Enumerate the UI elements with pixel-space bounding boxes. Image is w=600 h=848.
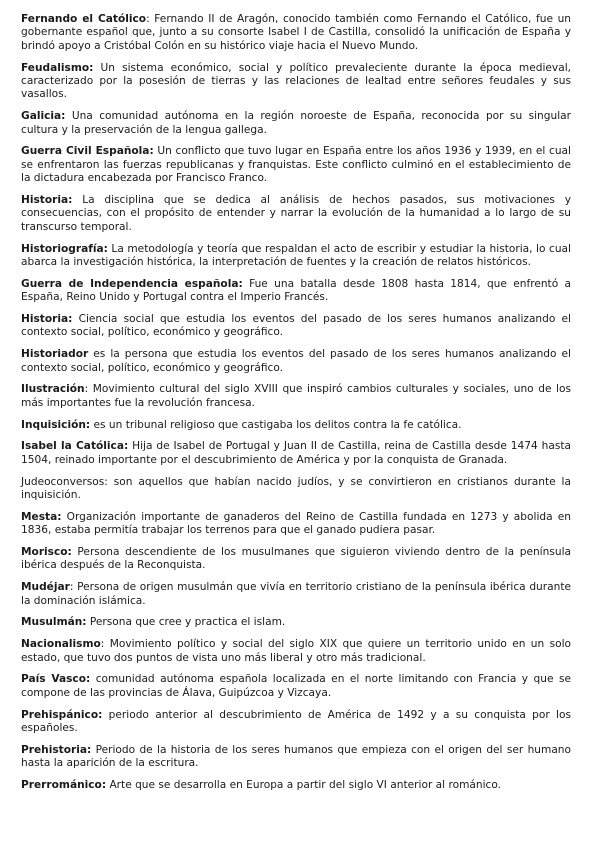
glossary-definition: La disciplina que se dedica al análisis de hechos pasados, sus motivaciones y consecuencias, con el propósito de entender y narrar la evolución de la humanidad a lo largo de su transcurso temporal. — [21, 194, 572, 233]
glossary-entry — [21, 779, 571, 792]
glossary-term: Prerrománico: — [21, 779, 107, 792]
glossary-entry — [21, 194, 571, 234]
term-separator — [72, 194, 82, 206]
glossary-term: Fernando el Católico — [21, 13, 147, 25]
glossary-definition: es un tribunal religioso que castigaba los delitos contra la fe católica. — [93, 418, 462, 431]
glossary-definition: Ciencia social que estudia los eventos del pasado de los seres humanos analizando el contexto social, político, económico y geográfico. — [21, 313, 571, 339]
term-separator: : — [84, 383, 93, 396]
glossary-term: Mesta: — [21, 510, 62, 523]
glossary-entry — [21, 744, 571, 771]
glossary-term: Nacionalismo — [21, 638, 101, 651]
glossary-term: Historia: — [21, 194, 73, 207]
glossary-term: Historiografía: — [21, 242, 108, 255]
glossary-definition: Persona que cree y practica el islam. — [89, 616, 286, 629]
glossary-definition: periodo anterior al descubrimiento de América de 1492 y a su conquista por los españoles. — [21, 708, 571, 735]
glossary-entry — [21, 383, 571, 410]
glossary-definition: es la persona que estudia los eventos del pasado de los seres humanos analizando el contexto social, político, económico y geográfico. — [21, 348, 571, 374]
glossary-term: Feudalismo: — [21, 61, 94, 74]
glossary-term: Inquisición: — [21, 418, 91, 431]
term-separator: : — [69, 581, 78, 594]
glossary-entry — [21, 313, 571, 340]
glossary-term: Galicia: — [21, 110, 66, 123]
glossary-entry — [21, 419, 571, 432]
glossary-definition: Un sistema económico, social y político prevaleciente durante la época medieval, caracterizado por la posesión de tierras y las relaciones de lealtad entre señores feudales y sus vasallos. — [21, 61, 572, 101]
glossary-definition: Movimiento político y social del siglo XIX que quiere un territorio unido en un solo estado, que tuvo dos puntos de vista uno más liberal y otro más tradicional. — [21, 638, 572, 664]
term-separator — [93, 62, 100, 74]
glossary-entry — [21, 13, 571, 53]
glossary-entry — [21, 110, 571, 137]
glossary-entry — [21, 616, 571, 629]
glossary-definition: Persona descendiente de los musulmanes que siguieron viviendo dentro de la península ibérica después de la Reconquista. — [21, 546, 571, 572]
glossary-entry — [21, 673, 571, 700]
glossary-entry — [21, 581, 571, 608]
glossary-definition: Fernando II de Aragón, conocido también como Fernando el Católico, fue un gobernante español que, junto a su consorte Isabel I de Castilla, consolidó la unificación de España y brindó apoyo a Cristóbal Colón en su histórico viaje hacia el Nuevo Mundo. — [21, 13, 572, 52]
term-separator: : — [146, 13, 155, 25]
glossary-entry — [21, 145, 571, 185]
term-separator: : — [100, 638, 110, 651]
glossary-definition: comunidad autónoma española localizada en el norte limitando con Francia y que se compone de las provincias de Álava, Guipúzcoa y Vizcaya. — [21, 673, 571, 699]
glossary-term: Isabel la Católica: — [21, 440, 129, 453]
glossary-term: País Vasco: — [21, 673, 91, 686]
glossary-entry — [21, 546, 571, 573]
glossary-term: Historiador — [21, 348, 89, 361]
glossary-term: Prehispánico: — [21, 708, 103, 721]
glossary-entry — [21, 440, 571, 467]
glossary-definition: Periodo de la historia de los seres humanos que empieza con el origen del ser humano hasta la aparición de la escritura. — [21, 743, 572, 770]
glossary-definition: Movimiento cultural del siglo XVIII que inspiró cambios culturales y sociales, uno de los más importantes fue la revolución francesa. — [21, 383, 571, 409]
glossary-definition: Una comunidad autónoma en la región noroeste de España, reconocida por su singular cultura y la preservación de la lengua gallega. — [21, 110, 571, 136]
glossary-definition: La metodología y teoría que respaldan el acto de escribir y estudiar la historia, lo cual abarca la investigación histórica, la interpretación de fuentes y la creación de relatos históricos. — [21, 242, 571, 269]
glossary-list — [21, 13, 571, 792]
glossary-term: Morisco: — [21, 546, 72, 559]
glossary-entry — [21, 62, 571, 102]
glossary-entry — [21, 476, 571, 503]
glossary-definition: Organización importante de ganaderos del Reino de Castilla fundada en 1273 y abolida en 1836, estaba permitía trabajar los terrenos para que el ganado pudiera pasar. — [21, 510, 571, 537]
glossary-entry — [21, 243, 571, 270]
glossary-definition: Arte que se desarrolla en Europa a partir del siglo VI anterior al románico. — [109, 779, 502, 792]
glossary-entry — [21, 278, 571, 305]
glossary-definition: Persona de origen musulmán que vivía en territorio cristiano de la península ibérica durante la dominación islámica. — [21, 581, 571, 607]
glossary-definition: Fue una batalla desde 1808 hasta 1814, que enfrentó a España, Reino Unido y Portugal contra el Imperio Francés. — [21, 277, 572, 304]
glossary-entry — [21, 638, 571, 665]
glossary-term: Guerra Civil Española: — [21, 145, 154, 158]
glossary-term: Prehistoria: — [21, 743, 92, 756]
glossary-term: Historia: — [21, 313, 73, 326]
glossary-entry — [21, 709, 571, 736]
glossary-definition: Un conflicto que tuvo lugar en España entre los años 1936 y 1939, en el cual se enfrentaron las fuerzas republicanas y franquistas. Este conflicto culminó en el establecimiento de la dictadura encabezada por Francisco Franco. — [21, 145, 571, 185]
glossary-term: Musulmán: — [21, 616, 87, 629]
glossary-term: Guerra de Independencia española: — [21, 277, 243, 290]
glossary-entry — [21, 511, 571, 538]
glossary-entry — [21, 348, 571, 375]
glossary-term: Mudéjar — [21, 581, 70, 594]
glossary-definition: Hija de Isabel de Portugal y Juan II de Castilla, reina de Castilla desde 1474 hasta 1504, reinado importante por el descubrimiento de América y por la conquista de Granada. — [21, 440, 571, 466]
glossary-definition: Judeoconversos: son aquellos que habían nacido judíos, y se convirtieron en cristianos durante la inquisición. — [21, 475, 571, 502]
glossary-term: Ilustración — [21, 383, 85, 396]
